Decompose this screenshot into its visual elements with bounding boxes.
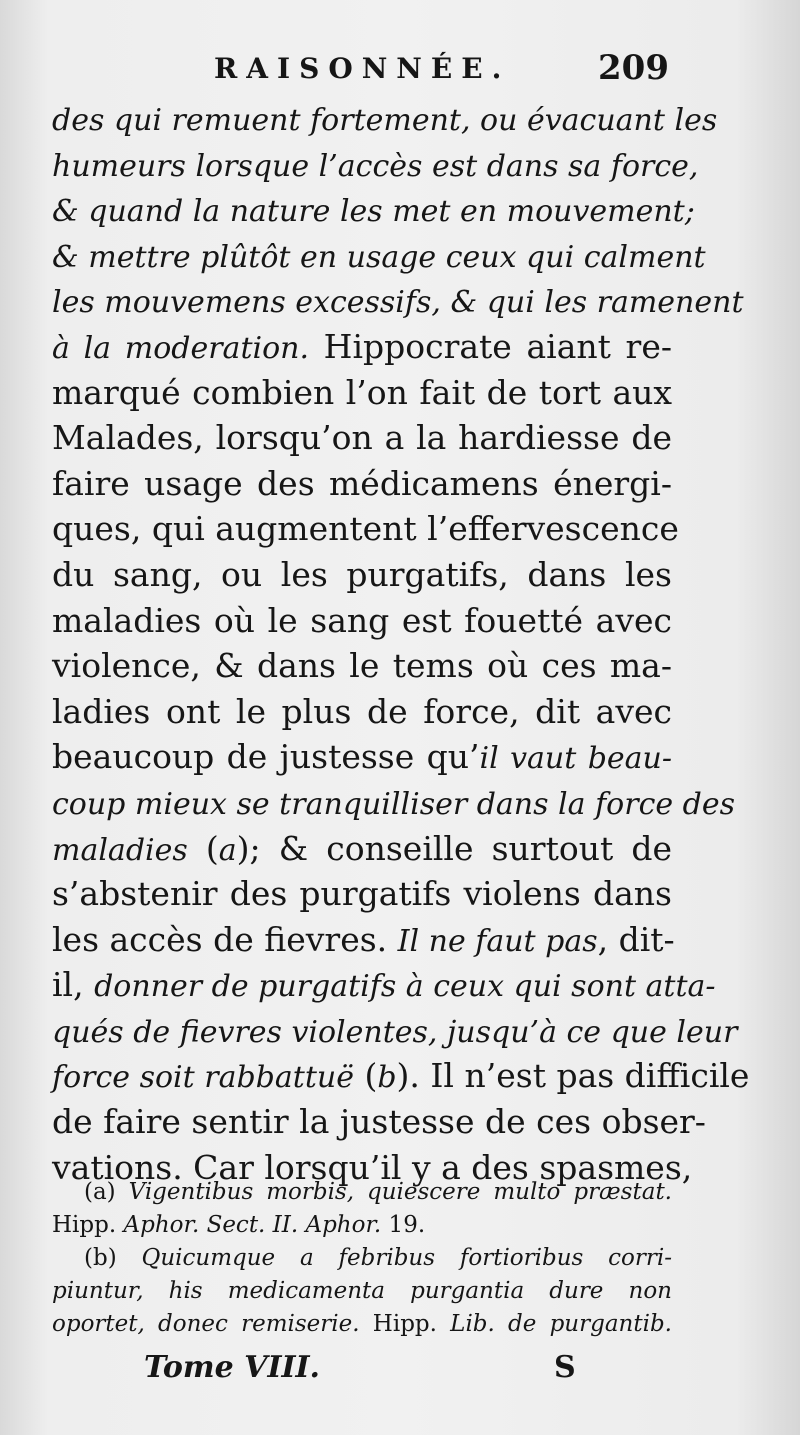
footnote-segment: (b) [84, 1245, 142, 1271]
text-line [52, 734, 672, 780]
text-segment: les accès de fievres. [52, 919, 398, 959]
running-head: RAISONNÉE. [214, 52, 511, 85]
text-line [52, 506, 679, 552]
text-segment: coup mieux se tranquilliser dans la force des [52, 786, 736, 822]
text-segment: marqué combien l’on fait de tort aux [52, 372, 672, 412]
footnote-line [52, 1209, 672, 1242]
footnote-segment: Hipp. [52, 1212, 124, 1238]
text-segment: Il ne faut pas [397, 923, 598, 959]
text-line [52, 187, 695, 233]
text-segment: , dit- [597, 919, 675, 959]
text-segment: beaucoup de justesse qu’ [52, 737, 480, 777]
text-segment: humeurs lorsque l’accès est dans sa force, [52, 148, 699, 184]
text-segment: b [377, 1060, 397, 1096]
text-segment: ladies ont le plus de force, dit avec [52, 691, 672, 731]
signature-mark: S [554, 1350, 576, 1385]
footnote-segment: Quicumque a febribus fortioribus corri- [141, 1245, 672, 1271]
text-segment: Hippocrate aiant re- [309, 326, 672, 366]
text-line [52, 142, 699, 188]
text-segment: ques, qui augmentent l’effervescence [52, 509, 679, 549]
text-line [52, 415, 672, 461]
text-segment: des qui remuent fortement, ou évacuant les [52, 103, 718, 138]
text-line [52, 461, 672, 507]
text-segment: ( [353, 1056, 378, 1096]
signature-line [52, 1350, 612, 1390]
text-line [52, 96, 718, 142]
text-segment: de faire sentir la justesse de ces obser- [52, 1102, 706, 1142]
footnote-segment: Aphor. Sect. II. Aphor. [123, 1212, 382, 1238]
text-segment: a [218, 832, 237, 868]
text-line [52, 826, 672, 872]
footnotes [52, 1176, 672, 1341]
text-line [52, 871, 672, 917]
text-segment: force soit rabbattuë [52, 1060, 354, 1096]
text-line [52, 962, 716, 1008]
text-segment: donner de purgatifs à ceux qui sont atta- [94, 969, 716, 1005]
text-line [52, 780, 736, 826]
text-line [52, 598, 672, 644]
footnote-segment: piuntur, his medicamenta purgantia dure non [52, 1278, 672, 1304]
page-number: 209 [598, 48, 669, 88]
text-segment: s’abstenir des purgatifs violens dans [52, 874, 672, 914]
tome-label: Tome VIII. [144, 1350, 320, 1385]
footnote-segment: (a) [84, 1179, 129, 1205]
text-segment: maladies où le sang est fouetté avec [52, 600, 672, 640]
text-line [52, 370, 672, 416]
text-line [52, 278, 744, 324]
text-segment: & quand la nature les met en mouvement; [52, 194, 695, 230]
text-segment: & mettre plûtôt en usage ceux qui calment [52, 239, 706, 275]
text-segment: vations. Car lorsqu’il y a des spasmes, [52, 1147, 693, 1187]
text-segment: les mouvemens excessifs, & qui les ramenent [52, 285, 744, 321]
text-segment: à la moderation. [52, 330, 310, 366]
text-line [52, 917, 675, 963]
text-segment: ); & conseille surtout de [236, 828, 672, 868]
footnote-segment: Lib. de purgantib. [450, 1311, 672, 1337]
body-text [52, 96, 750, 1190]
text-segment: maladies [52, 832, 188, 868]
page-header [0, 46, 800, 90]
text-segment: faire usage des médicamens énergi- [52, 463, 672, 503]
text-segment: qués de fievres violentes, jusqu’à ce que leur [52, 1014, 738, 1050]
footnote-segment: Vigentibus morbis, quiescere multo præstat. [128, 1179, 672, 1205]
text-segment: violence, & dans le tems où ces ma- [52, 646, 672, 686]
text-line [52, 689, 672, 735]
text-line [52, 233, 706, 279]
footnote-line [52, 1176, 672, 1209]
text-line [52, 1008, 738, 1054]
footnote-segment: 19. [381, 1212, 426, 1238]
text-segment: du sang, ou les purgatifs, dans les [52, 554, 672, 594]
text-segment: ( [187, 828, 219, 868]
text-segment: Malades, lorsqu’on a la hardiesse de [52, 418, 672, 458]
text-line [52, 1099, 706, 1145]
text-line [52, 552, 672, 598]
text-segment: ). Il n’est pas difficile [396, 1056, 750, 1096]
footnote-segment: oportet, donec remiserie. [52, 1311, 360, 1337]
text-line [52, 1053, 750, 1099]
footnote-line [52, 1308, 672, 1341]
text-segment: il vaut beau- [479, 741, 672, 777]
footnote-line [52, 1275, 672, 1308]
text-line [52, 643, 672, 689]
footnote-line [52, 1242, 672, 1275]
footnote-segment: Hipp. [359, 1311, 451, 1337]
text-line [52, 324, 672, 370]
text-segment: il, [52, 965, 95, 1005]
